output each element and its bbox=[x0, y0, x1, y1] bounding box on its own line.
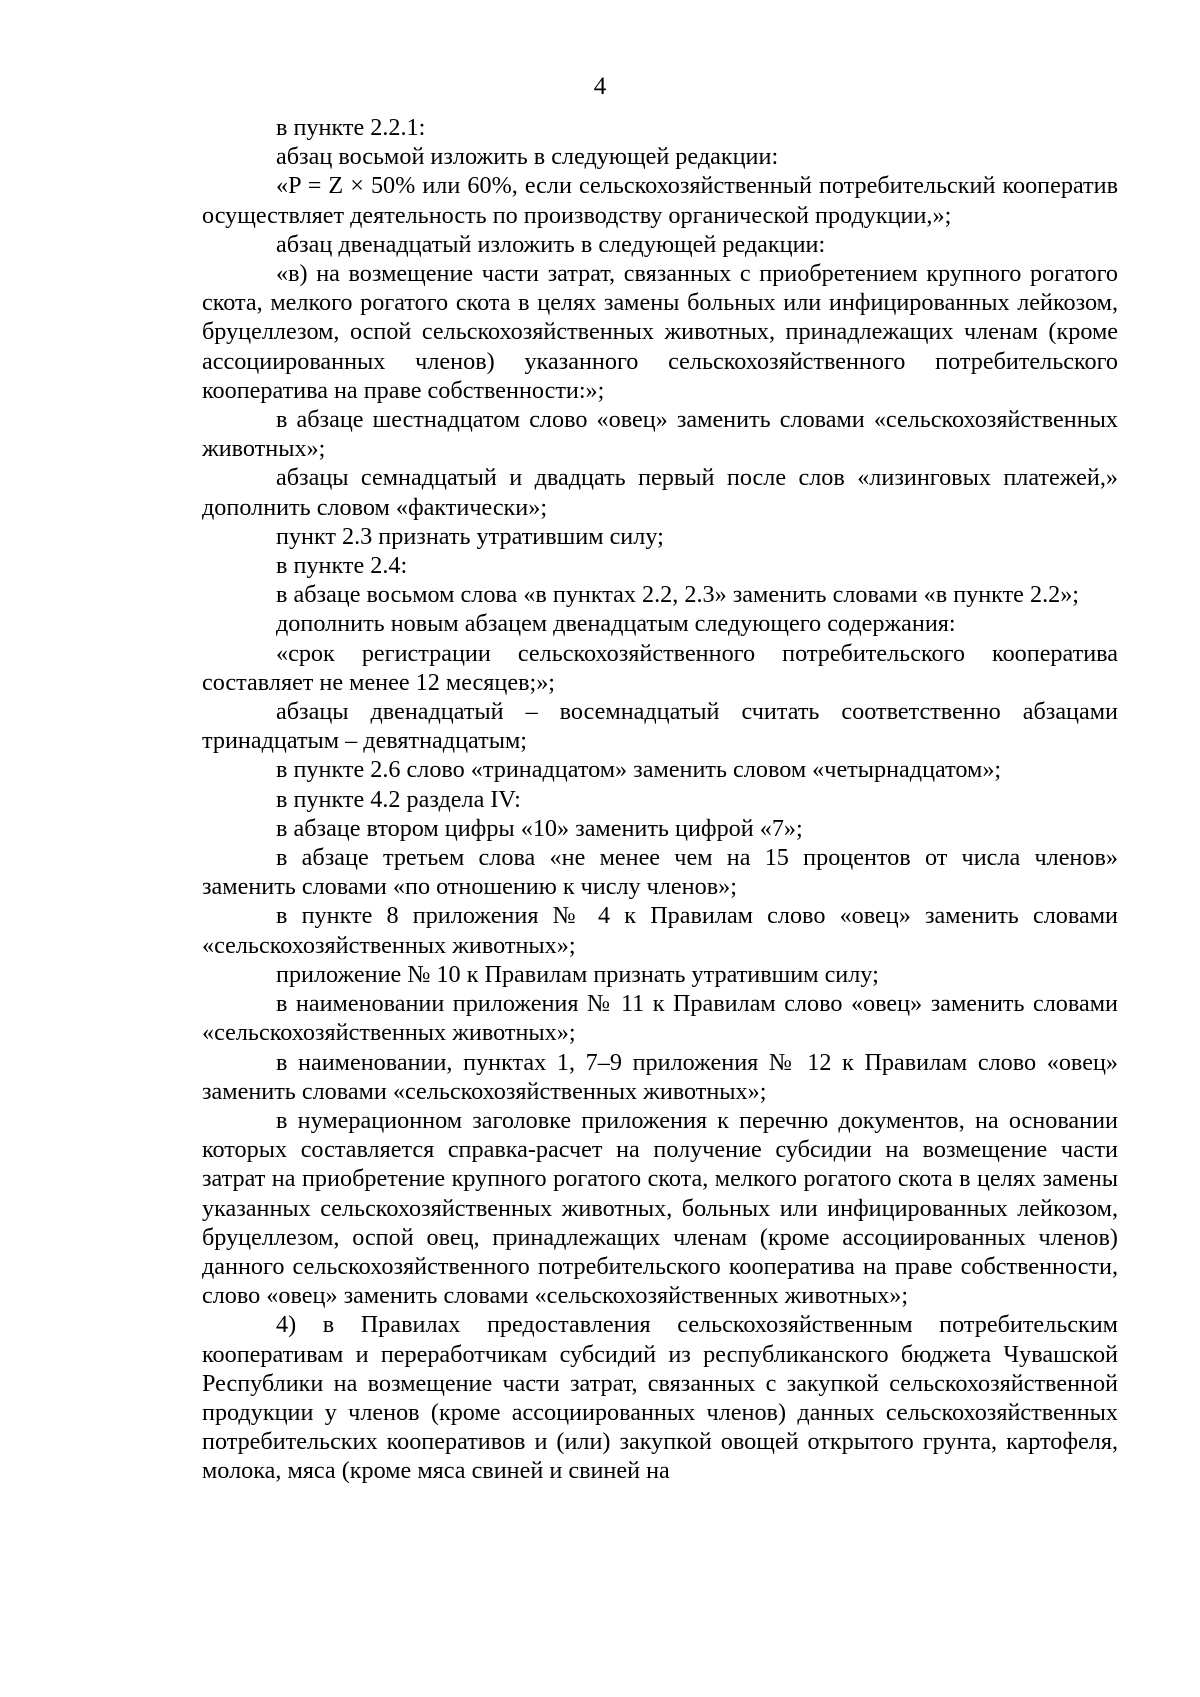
paragraph: «в) на возмещение части затрат, связанных с приобретением крупного рогатого скота, мелкого рогатого скота в целях замены больных или инфицированных лейкозом, бруцеллезом, оспой сельскохозяйственных животных, принадлежащих членам (кроме ассоциированных членов) указанного сельскохозяйственного потребительского кооператива на праве собственности:»; bbox=[202, 260, 1118, 404]
paragraph: абзацы семнадцатый и двадцать первый после слов «лизинговых платежей,» дополнить словом «фактически»; bbox=[202, 464, 1118, 521]
paragraph: 4) в Правилах предоставления сельскохозяйственным потребительским кооперативам и переработчикам субсидий из республиканского бюджета Чувашской Республики на возмещение части затрат, связанных с закупкой сельскохозяйственной продукции у членов (кроме ассоциированных членов) данных сельскохозяйственных потребительских кооперативов и (или) закупкой овощей открытого грунта, картофеля, молока, мяса (кроме мяса свиней и свиней на bbox=[202, 1311, 1118, 1485]
paragraph: в пункте 4.2 раздела IV: bbox=[276, 785, 521, 813]
paragraph: абзацы двенадцатый – восемнадцатый считать соответственно абзацами тринадцатым – девятнадцатым; bbox=[202, 698, 1118, 755]
paragraph: в абзаце восьмом слова «в пунктах 2.2, 2.3» заменить словами «в пункте 2.2»; bbox=[276, 581, 1080, 609]
paragraph: в пункте 8 приложения № 4 к Правилам слово «овец» заменить словами «сельскохозяйственных животных»; bbox=[202, 902, 1118, 959]
paragraph: пункт 2.3 признать утратившим силу; bbox=[276, 522, 664, 550]
paragraph: абзац двенадцатый изложить в следующей редакции: bbox=[276, 230, 826, 258]
paragraph: в абзаце шестнадцатом слово «овец» заменить словами «сельскохозяйственных животных»; bbox=[202, 406, 1118, 463]
paragraph: «P = Z × 50% или 60%, если сельскохозяйственный потребительский кооператив осуществляет деятельность по производству органической продукции,»; bbox=[202, 172, 1118, 229]
paragraph: в наименовании, пунктах 1, 7–9 приложения № 12 к Правилам слово «овец» заменить словами «сельскохозяйственных животных»; bbox=[202, 1048, 1118, 1105]
paragraph: в абзаце третьем слова «не менее чем на 15 процентов от числа членов» заменить словами «по отношению к числу членов»; bbox=[202, 844, 1118, 901]
paragraph: в абзаце втором цифры «10» заменить цифрой «7»; bbox=[276, 814, 803, 842]
paragraph: абзац восьмой изложить в следующей редакции: bbox=[276, 143, 779, 171]
document-body bbox=[202, 113, 1118, 1486]
paragraph: в пункте 2.6 слово «тринадцатом» заменить словом «четырнадцатом»; bbox=[276, 756, 1002, 784]
paragraph: в пункте 2.2.1: bbox=[276, 114, 426, 141]
paragraph: «срок регистрации сельскохозяйственного потребительского кооператива составляет не менее 12 месяцев;»; bbox=[202, 639, 1118, 696]
page-number: 4 bbox=[593, 73, 607, 100]
paragraph: в наименовании приложения № 11 к Правилам слово «овец» заменить словами «сельскохозяйственных животных»; bbox=[202, 990, 1118, 1047]
paragraph: в нумерационном заголовке приложения к перечню документов, на основании которых составляется справка-расчет на получение субсидии на возмещение части затрат на приобретение крупного рогатого скота, мелкого рогатого скота в целях замены указанных сельскохозяйственных животных, больных или инфицированных лейкозом, бруцеллезом, оспой овец, принадлежащих членам (кроме ассоциированных членов) данного сельскохозяйственного потребительского кооператива на праве собственности, слово «овец» заменить словами «сельскохозяйственных животных»; bbox=[202, 1106, 1118, 1310]
paragraph: дополнить новым абзацем двенадцатым следующего содержания: bbox=[276, 610, 956, 638]
paragraph: в пункте 2.4: bbox=[276, 552, 408, 580]
paragraph: приложение № 10 к Правилам признать утратившим силу; bbox=[276, 960, 879, 988]
